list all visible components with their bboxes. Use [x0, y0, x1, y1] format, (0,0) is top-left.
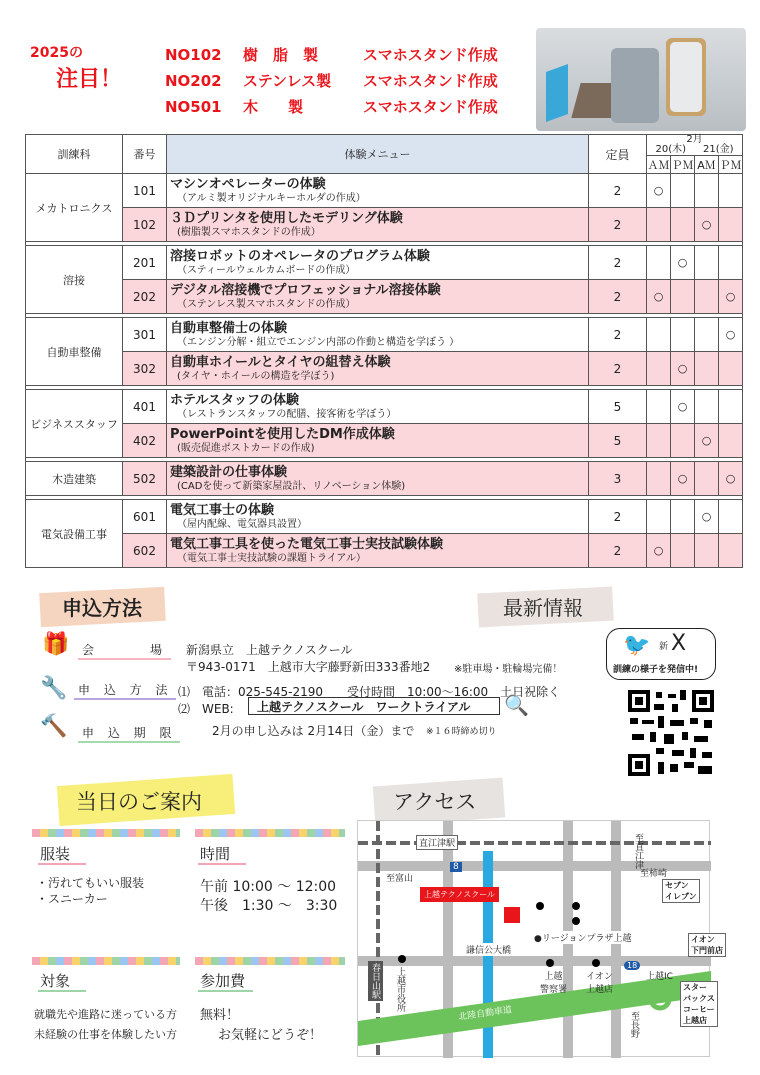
venue-note: ※駐車場・駐輪場完備！ [454, 664, 563, 675]
menu-cell [167, 208, 589, 242]
menu-sub: （スティールウェルカムボードの作成） [177, 264, 356, 276]
venue-label: 会 場 [78, 641, 171, 660]
available-mark: ○ [677, 400, 688, 413]
time-pm: 午後 1:30 ～ 3:30 [200, 898, 338, 914]
to-toyama: 至富山 [386, 874, 414, 884]
route8-marker: 8 [450, 862, 462, 872]
slot-cell [671, 424, 695, 458]
search-icon[interactable]: 🔍 [504, 693, 529, 717]
slot-cell[interactable] [719, 280, 743, 314]
station-label: 直江津駅 [416, 835, 458, 850]
menu-title: 電気工事士の体験 [170, 502, 275, 518]
slot-cell [647, 318, 671, 352]
police-label: 上越 警察署 [540, 972, 568, 995]
slot-cell[interactable] [719, 462, 743, 496]
schedule-row [26, 462, 743, 496]
number-cell: 201 [123, 246, 167, 280]
menu-cell [167, 390, 589, 424]
joetsu-ic-label: 上越IC [646, 972, 673, 982]
access-title: アクセス [393, 790, 477, 814]
slot-cell [695, 534, 719, 568]
menu-sub: (販売促進ポストカードの作成) [177, 442, 315, 454]
number-cell: 402 [123, 424, 167, 458]
header-line-1: NO102 樹 脂 製 スマホスタンド作成 [165, 46, 498, 64]
slot-cell [695, 174, 719, 208]
number-cell: 602 [123, 534, 167, 568]
slot-cell[interactable] [695, 500, 719, 534]
fee-1: 無料！ [200, 1008, 240, 1023]
fee-underline [198, 990, 253, 992]
slot-cell [719, 352, 743, 386]
field-cell: 自動車整備 [26, 318, 123, 386]
menu-title: ３Ｄプリンタを使用したモデリング体験 [170, 210, 403, 226]
field-cell: メカトロニクス [26, 174, 123, 242]
target-1: 就職先や進路に迷っている方 [34, 1008, 177, 1021]
capacity-cell: 2 [589, 280, 647, 314]
slot-cell [671, 534, 695, 568]
slot-cell [671, 280, 695, 314]
sns-bubble[interactable] [606, 628, 716, 680]
menu-sub: （アルミ製オリジナルキーホルダの作成） [177, 192, 366, 204]
slot-cell [647, 208, 671, 242]
access-map[interactable] [357, 820, 723, 1057]
schedule-row [26, 534, 743, 568]
menu-sub: （電気工事士実技試験の課題トライアル） [177, 552, 366, 564]
slot-cell [695, 352, 719, 386]
slot-cell[interactable] [695, 208, 719, 242]
available-mark: ○ [653, 184, 664, 197]
available-mark: ○ [653, 290, 664, 303]
number-cell: 102 [123, 208, 167, 242]
header-attention: 注目！ [56, 67, 123, 92]
to-nagano: 至長野 [629, 1011, 639, 1038]
time-title: 時間 [200, 845, 231, 863]
capacity-cell: 2 [589, 174, 647, 208]
capacity-cell: 2 [589, 500, 647, 534]
x-logo-icon: X [671, 631, 687, 656]
slot-cell [647, 500, 671, 534]
available-mark: ○ [701, 218, 712, 231]
number-cell: 401 [123, 390, 167, 424]
slot-cell [671, 500, 695, 534]
kasugayama-station: 春日山駅 [368, 961, 383, 1001]
capacity-cell: 2 [589, 318, 647, 352]
header-year: 2025の [30, 45, 83, 61]
menu-cell [167, 500, 589, 534]
menu-cell [167, 318, 589, 352]
available-mark: ○ [725, 290, 736, 303]
available-mark: ○ [701, 434, 712, 447]
field-cell: 木造建築 [26, 462, 123, 496]
schedule-row [26, 246, 743, 280]
seven-label: セブン イレブン [662, 879, 700, 903]
slot-cell [647, 390, 671, 424]
header-am2: AＭ [695, 156, 719, 174]
bunting-1 [32, 829, 180, 837]
slot-cell[interactable] [695, 424, 719, 458]
header-menu: 体験メニュー [167, 135, 589, 174]
schedule-row [26, 390, 743, 424]
schedule-row [26, 500, 743, 534]
field-cell: ビジネススタッフ [26, 390, 123, 458]
field-cell: 電気設備工事 [26, 500, 123, 568]
wrench-icon: 🔧 [40, 676, 68, 701]
header-line-3: NO501 木 製 スマホスタンド作成 [165, 98, 498, 116]
header-dates: 2月 20(木) 21(金) [647, 135, 743, 156]
method-label: 申 込 方 法 [74, 681, 176, 700]
slot-cell[interactable] [671, 246, 695, 280]
available-mark: ○ [677, 362, 688, 375]
method-web: ⑵ WEB: [178, 702, 234, 716]
slot-cell [719, 390, 743, 424]
available-mark: ○ [653, 544, 664, 557]
header-capacity: 定員 [589, 135, 647, 174]
city-hall-label: 上越市役所 [395, 967, 405, 1012]
capacity-cell: 2 [589, 352, 647, 386]
slot-cell[interactable] [719, 318, 743, 352]
menu-cell [167, 462, 589, 496]
to-naoetsu: 至直江津 [633, 833, 643, 869]
starbucks-label: スター バックス コーヒー 上越店 [680, 981, 718, 1027]
guide-title: 当日のご案内 [76, 790, 202, 814]
menu-title: 建築設計の仕事体験 [170, 464, 288, 480]
slot-cell [671, 174, 695, 208]
slot-cell[interactable] [671, 462, 695, 496]
gift-icon: 🎁 [42, 632, 70, 657]
header-am: ＡＭ [647, 156, 671, 174]
menu-cell [167, 534, 589, 568]
slot-cell[interactable] [647, 534, 671, 568]
bunting-3 [32, 957, 180, 965]
fee-title: 参加費 [200, 972, 246, 990]
slot-cell[interactable] [671, 390, 695, 424]
header-number: 番号 [123, 135, 167, 174]
menu-title: 自動車整備士の体験 [170, 320, 288, 336]
bunting-2 [195, 829, 345, 837]
number-cell: 202 [123, 280, 167, 314]
qr-code[interactable] [628, 690, 714, 776]
menu-sub: （ステンレス製スマホスタンドの作成） [177, 298, 356, 310]
schedule-row [26, 280, 743, 314]
slot-cell [719, 208, 743, 242]
menu-title: デジタル溶接機でプロフェッショナル溶接体験 [170, 282, 441, 298]
bridge-label: 謙信公大橋 [466, 943, 511, 956]
menu-sub: （屋内配線、電気器具設置） [177, 518, 307, 530]
expressway-label: 北陸自動車道 [457, 1005, 513, 1023]
schedule-row [26, 174, 743, 208]
menu-title: 電気工事工具を使った電気工事士実技試験体験 [170, 536, 444, 552]
available-mark: ○ [725, 472, 736, 485]
slot-cell [647, 246, 671, 280]
schedule-row [26, 318, 743, 352]
time-am: 午前 10:00 ～ 12:00 [200, 879, 337, 895]
capacity-cell: 5 [589, 424, 647, 458]
venue-address: 〒943-0171 上越市大字藤野新田333番地2 [186, 660, 431, 674]
schedule-row [26, 352, 743, 386]
header-field: 訓練科 [26, 135, 123, 174]
slot-cell [671, 208, 695, 242]
number-cell: 301 [123, 318, 167, 352]
region-plaza-label: ●リージョンプラザ上越 [534, 931, 632, 944]
header-line-2: NO202 ステンレス製 スマホスタンド作成 [165, 72, 498, 90]
field-cell: 溶接 [26, 246, 123, 314]
menu-title: ホテルスタッフの体験 [170, 392, 299, 408]
slot-cell [695, 246, 719, 280]
apply-title: 申込方法 [62, 596, 142, 620]
menu-title: 溶接ロボットのオペレータのプログラム体験 [170, 248, 430, 264]
menu-sub: (CADを使って新築家屋設計、リノベーション体験) [177, 480, 406, 492]
schedule-table [25, 134, 743, 568]
available-mark: ○ [677, 472, 688, 485]
available-mark: ○ [725, 328, 736, 341]
slot-cell [695, 390, 719, 424]
menu-cell [167, 246, 589, 280]
aeon-shimomonzen-label: イオン 下門前店 [688, 933, 726, 957]
number-cell: 502 [123, 462, 167, 496]
slot-cell [719, 246, 743, 280]
target-2: 未経験の仕事を体験したい方 [34, 1028, 177, 1041]
dress-2: ・スニーカー [36, 892, 108, 906]
route18-marker: 18 [624, 961, 640, 970]
slot-cell [719, 500, 743, 534]
menu-sub: （エンジン分解・組立でエンジン内部の作動と構造を学ぼう ） [177, 336, 460, 348]
capacity-cell: 2 [589, 534, 647, 568]
deadline-label: 申 込 期 限 [78, 724, 180, 743]
web-search-box[interactable]: 上越テクノスクール ワークトライアル [248, 697, 500, 715]
schedule-row [26, 424, 743, 458]
slot-cell [695, 280, 719, 314]
slot-cell [647, 462, 671, 496]
method-tel: ⑴ 電話：025-545-2190 受付時間 10:00～16:00 土日祝除く [178, 685, 561, 699]
dress-underline [38, 863, 86, 865]
slot-cell [671, 318, 695, 352]
header-pm2: ＰＭ [719, 156, 743, 174]
menu-cell [167, 280, 589, 314]
slot-cell [695, 462, 719, 496]
number-cell: 601 [123, 500, 167, 534]
slot-cell [647, 352, 671, 386]
slot-cell [695, 318, 719, 352]
dress-title: 服装 [40, 845, 71, 863]
slot-cell[interactable] [647, 280, 671, 314]
capacity-cell: 2 [589, 208, 647, 242]
slot-cell[interactable] [647, 174, 671, 208]
slot-cell [719, 534, 743, 568]
menu-sub: (タイヤ・ホイールの構造を学ぼう) [177, 370, 335, 382]
to-kakizaki: 至柿崎 [640, 869, 668, 879]
menu-cell [167, 424, 589, 458]
menu-sub: （レストランスタッフの配膳、接客術を学ぼう） [177, 408, 397, 420]
slot-cell [647, 424, 671, 458]
number-cell: 101 [123, 174, 167, 208]
available-mark: ○ [701, 510, 712, 523]
menu-cell [167, 352, 589, 386]
deadline-note: ※１６時締め切り [426, 727, 497, 737]
capacity-cell: 2 [589, 246, 647, 280]
aeon-label: イオン 上越店 [586, 972, 614, 995]
venue-name: 新潟県立 上越テクノスクール [186, 643, 353, 657]
sns-caption: 訓練の様子を発信中! [613, 665, 699, 675]
time-underline [198, 863, 246, 865]
capacity-cell: 3 [589, 462, 647, 496]
hammer-icon: 🔨 [40, 714, 68, 739]
menu-title: PowerPointを使用したDM作成体験 [170, 426, 395, 442]
slot-cell [719, 424, 743, 458]
number-cell: 302 [123, 352, 167, 386]
target-underline [38, 990, 86, 992]
dress-1: ・汚れてもいい服装 [36, 876, 145, 890]
slot-cell [719, 174, 743, 208]
phone-stand-photo [536, 28, 746, 131]
fee-2: お気軽にどうぞ！ [218, 1028, 323, 1043]
header-pm: ＰＭ [671, 156, 695, 174]
capacity-cell: 5 [589, 390, 647, 424]
menu-title: マシンオペレーターの体験 [170, 176, 326, 192]
menu-cell [167, 174, 589, 208]
menu-sub: (樹脂製スマホスタンドの作成） [177, 226, 321, 238]
schedule-row [26, 208, 743, 242]
deadline-text: 2月の申し込みは 2月14日（金）まで [212, 724, 415, 738]
school-label: 上越テクノスクール [420, 887, 499, 902]
twitter-bird-icon: 🐦 [623, 633, 651, 658]
slot-cell[interactable] [671, 352, 695, 386]
target-title: 対象 [40, 972, 71, 990]
news-title: 最新情報 [503, 596, 583, 620]
sns-new: 新 [659, 642, 669, 652]
menu-title: 自動車ホイールとタイヤの組替え体験 [170, 354, 391, 370]
bunting-4 [195, 957, 345, 965]
available-mark: ○ [677, 256, 688, 269]
